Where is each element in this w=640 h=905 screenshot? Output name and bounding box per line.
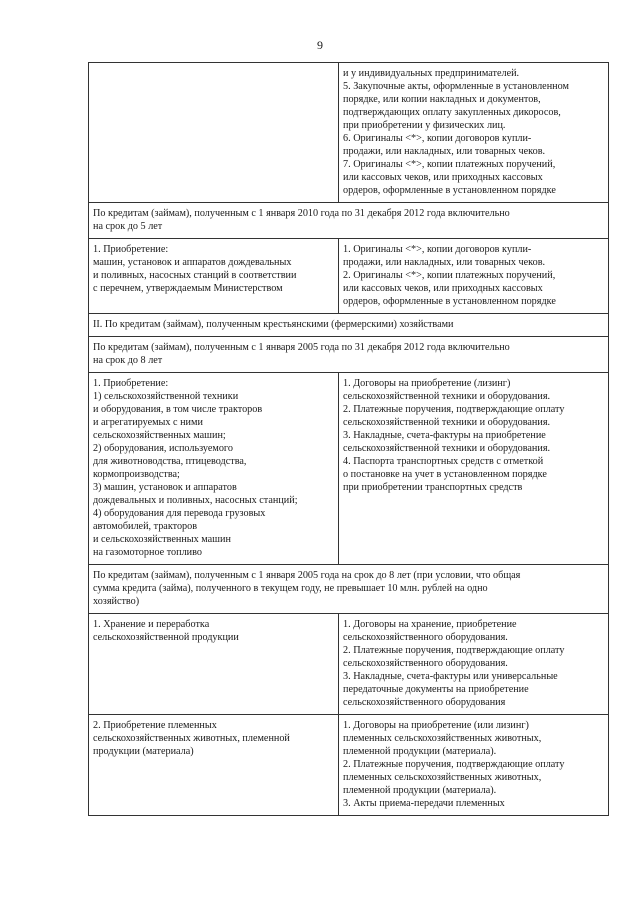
text-line: на срок до 5 лет — [93, 221, 163, 232]
table-row — [89, 63, 609, 203]
text-line: 1. Оригиналы <*>, копии договоров купли- — [343, 244, 532, 255]
text-line: дождевальных и поливных, насосных станций; — [93, 495, 298, 506]
text-line: и оборудования, в том числе тракторов — [93, 404, 263, 415]
text-line: 4) оборудования для перевода грузовых — [93, 508, 266, 519]
text-line: 1. Хранение и переработка — [93, 619, 210, 630]
text-line: хозяйство) — [93, 596, 140, 607]
text-line: ордеров, оформленные в установленном порядке — [343, 296, 556, 307]
text-line: сельскохозяйственной техники и оборудования. — [343, 417, 551, 428]
text-line: сельскохозяйственных машин; — [93, 430, 226, 441]
text-line: сумма кредита (займа), полученного в текущем году, не превышает 10 млн. рублей на одно — [93, 583, 488, 594]
text-line: По кредитам (займам), полученным с 1 января 2005 года на срок до 8 лет (при условии, что общая — [93, 570, 521, 581]
text-line: или кассовых чеков, или приходных кассовых — [343, 172, 543, 183]
text-line: 4. Паспорта транспортных средств с отметкой — [343, 456, 544, 467]
text-line: 6. Оригиналы <*>, копии договоров купли- — [343, 133, 532, 144]
text-line: 2. Оригиналы <*>, копии платежных поручений, — [343, 270, 556, 281]
table-row — [89, 373, 609, 565]
text-line: сельскохозяйственного оборудования. — [343, 658, 508, 669]
section-heading-cell — [89, 565, 609, 614]
text-line: 1. Приобретение: — [93, 244, 169, 255]
documents-cell — [339, 239, 609, 314]
text-line: 2) оборудования, используемого — [93, 443, 233, 454]
documents-table — [88, 62, 609, 816]
text-line: машин, установок и аппаратов дождевальных — [93, 257, 292, 268]
text-line: II. По кредитам (займам), полученным крестьянскими (фермерскими) хозяйствами — [93, 319, 454, 330]
text-line: 5. Закупочные акты, оформленные в установленном — [343, 81, 569, 92]
text-line: сельскохозяйственной техники и оборудования. — [343, 443, 551, 454]
text-line: По кредитам (займам), полученным с 1 января 2005 года по 31 декабря 2012 года включительно — [93, 342, 510, 353]
text-line: племенных сельскохозяйственных животных, — [343, 772, 542, 783]
text-line: 1. Приобретение: — [93, 378, 169, 389]
text-line: ордеров, оформленные в установленном порядке — [343, 185, 556, 196]
purpose-cell — [89, 715, 339, 816]
section-heading-cell — [89, 314, 609, 337]
text-line: 3. Накладные, счета-фактуры на приобретение — [343, 430, 546, 441]
text-line: сельскохозяйственной продукции — [93, 632, 239, 643]
table-row — [89, 715, 609, 816]
text-line: о постановке на учет в установленном порядке — [343, 469, 547, 480]
text-line: По кредитам (займам), полученным с 1 января 2010 года по 31 декабря 2012 года включительно — [93, 208, 510, 219]
table-row — [89, 565, 609, 614]
text-line: для животноводства, птицеводства, — [93, 456, 247, 467]
table-row — [89, 239, 609, 314]
documents-cell — [339, 373, 609, 565]
text-line: и агрегатируемых с ними — [93, 417, 203, 428]
documents-cell — [339, 715, 609, 816]
text-line: при приобретении у физических лиц. — [343, 120, 506, 131]
text-line: порядке, или копии накладных и документов, — [343, 94, 541, 105]
text-line: сельскохозяйственного оборудования — [343, 697, 506, 708]
purpose-cell — [89, 239, 339, 314]
text-line: 2. Платежные поручения, подтверждающие оплату — [343, 404, 565, 415]
purpose-cell — [89, 614, 339, 715]
text-line: на срок до 8 лет — [93, 355, 163, 366]
section-heading-cell — [89, 203, 609, 239]
text-line: 3. Накладные, счета-фактуры или универсальные — [343, 671, 558, 682]
text-line: 1) сельскохозяйственной техники — [93, 391, 239, 402]
documents-cell — [339, 63, 609, 203]
text-line: с перечнем, утверждаемым Министерством — [93, 283, 283, 294]
text-line: сельскохозяйственного оборудования. — [343, 632, 508, 643]
text-line: 3. Акты приема-передачи племенных — [343, 798, 505, 809]
text-line: на газомоторное топливо — [93, 547, 202, 558]
text-line: или кассовых чеков, или приходных кассовых — [343, 283, 543, 294]
text-line: и сельскохозяйственных машин — [93, 534, 231, 545]
text-line: 1. Договоры на приобретение (лизинг) — [343, 378, 511, 389]
text-line: продукции (материала) — [93, 746, 194, 757]
purpose-cell — [89, 63, 339, 203]
text-line: продажи, или накладных, или товарных чеков. — [343, 146, 546, 157]
text-line: подтверждающих оплату закупленных дикоросов, — [343, 107, 561, 118]
text-line: 1. Договоры на приобретение (или лизинг) — [343, 720, 529, 731]
text-line: 2. Платежные поручения, подтверждающие оплату — [343, 759, 565, 770]
purpose-cell — [89, 373, 339, 565]
text-line: и поливных, насосных станций в соответствии — [93, 270, 297, 281]
table-row — [89, 614, 609, 715]
text-line: племенных сельскохозяйственных животных, — [343, 733, 542, 744]
text-line: кормопроизводства; — [93, 469, 180, 480]
documents-cell — [339, 614, 609, 715]
table-row — [89, 203, 609, 239]
text-line: и у индивидуальных предпринимателей. — [343, 68, 520, 79]
text-line: племенной продукции (материала). — [343, 785, 497, 796]
text-line: сельскохозяйственных животных, племенной — [93, 733, 290, 744]
text-line: автомобилей, тракторов — [93, 521, 198, 532]
text-line: продажи, или накладных, или товарных чеков. — [343, 257, 546, 268]
text-line: 7. Оригиналы <*>, копии платежных поручений, — [343, 159, 556, 170]
table-row — [89, 337, 609, 373]
text-line: 2. Приобретение племенных — [93, 720, 217, 731]
text-line: передаточные документы на приобретение — [343, 684, 529, 695]
text-line: 2. Платежные поручения, подтверждающие оплату — [343, 645, 565, 656]
text-line: при приобретении транспортных средств — [343, 482, 523, 493]
text-line: 3) машин, установок и аппаратов — [93, 482, 237, 493]
page-number: 9 — [317, 38, 323, 52]
table-row — [89, 314, 609, 337]
text-line: племенной продукции (материала). — [343, 746, 497, 757]
text-line: сельскохозяйственной техники и оборудования. — [343, 391, 551, 402]
section-heading-cell — [89, 337, 609, 373]
text-line: 1. Договоры на хранение, приобретение — [343, 619, 517, 630]
